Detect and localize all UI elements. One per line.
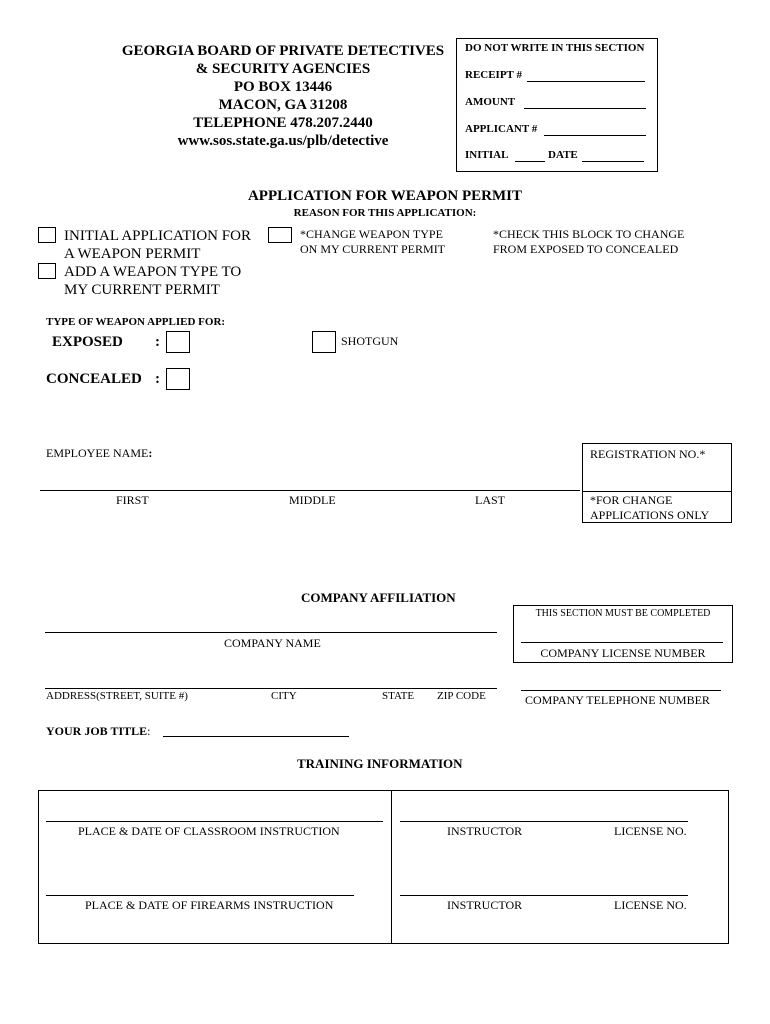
form-title: APPLICATION FOR WEAPON PERMIT [247,188,523,204]
company-license-box [513,605,733,663]
company-license-label: COMPANY LICENSE NUMBER [540,646,706,660]
change-note-line-2: FROM EXPOSED TO CONCEALED [493,242,679,256]
shotgun-checkbox[interactable] [312,331,336,353]
office-use-box [456,38,658,172]
job-title-colon: : [147,724,151,738]
date-field[interactable] [582,161,644,162]
company-telephone-field[interactable] [521,690,721,691]
applicant-field[interactable] [544,135,646,136]
training-box [38,790,729,944]
reason-heading: REASON FOR THIS APPLICATION: [293,207,477,219]
employee-name-field[interactable] [40,490,580,491]
employee-name-colon: : [148,446,153,460]
job-title-text: YOUR JOB TITLE [46,724,148,738]
agency-telephone: TELEPHONE 478.207.2440 [193,115,373,131]
firearms-label: PLACE & DATE OF FIREARMS INSTRUCTION [85,898,334,912]
initial-application-line-2: A WEAPON PERMIT [64,246,201,262]
add-weapon-type-label [64,263,241,299]
receipt-field[interactable] [527,81,645,82]
registration-divider [583,491,731,492]
concealed-label: CONCEALED [46,371,142,387]
initial-field[interactable] [515,161,545,162]
must-complete-note: THIS SECTION MUST BE COMPLETED [535,608,711,619]
initial-application-checkbox[interactable] [38,227,56,243]
firearms-field[interactable] [46,895,354,896]
concealed-colon: : [155,371,160,387]
registration-box[interactable] [582,443,732,523]
amount-label: AMOUNT [465,96,516,108]
company-name-field[interactable] [45,632,497,633]
add-weapon-type-line-2: MY CURRENT PERMIT [64,282,220,298]
company-name-label: COMPANY NAME [224,636,321,650]
company-heading: COMPANY AFFILIATION [301,590,456,605]
agency-name-2: & SECURITY AGENCIES [195,61,371,77]
registration-label: REGISTRATION NO.* [590,447,706,461]
initial-label: INITIAL [465,149,509,161]
add-weapon-type-line-1: ADD A WEAPON TYPE TO [64,264,242,280]
firearms-instructor-field[interactable] [400,895,688,896]
registration-note-line-2: APPLICATIONS ONLY [590,508,710,522]
classroom-label: PLACE & DATE OF CLASSROOM INSTRUCTION [78,824,340,838]
company-address-field[interactable] [45,688,497,689]
initial-application-line-1: INITIAL APPLICATION FOR [64,228,251,244]
change-note [493,227,684,257]
receipt-label: RECEIPT # [465,69,522,81]
change-weapon-type-label [300,227,445,257]
initial-application-label [64,227,251,263]
agency-header [110,42,456,150]
change-weapon-type-line-1: *CHANGE WEAPON TYPE [300,227,443,241]
applicant-label: APPLICANT # [465,123,538,135]
city-label: CITY [271,690,297,702]
exposed-colon: : [155,334,160,350]
first-name-label: FIRST [116,493,149,507]
job-title-label [46,724,150,739]
change-weapon-type-checkbox[interactable] [268,227,292,243]
exposed-label: EXPOSED [52,334,123,350]
agency-po-box: PO BOX 13446 [233,79,333,95]
classroom-instructor-label: INSTRUCTOR [447,824,523,838]
firearms-instructor-label: INSTRUCTOR [447,898,523,912]
weapon-type-heading: TYPE OF WEAPON APPLIED FOR: [46,316,226,328]
add-weapon-type-checkbox[interactable] [38,263,56,279]
change-note-line-1: *CHECK THIS BLOCK TO CHANGE [493,227,685,241]
amount-field[interactable] [524,108,646,109]
zip-label: ZIP CODE [437,690,486,702]
concealed-checkbox[interactable] [166,368,190,390]
registration-note [590,493,709,523]
agency-city: MACON, GA 31208 [218,97,348,113]
shotgun-label: SHOTGUN [341,334,399,348]
exposed-checkbox[interactable] [166,331,190,353]
employee-name-label [46,446,152,461]
last-name-label: LAST [475,493,505,507]
company-telephone-label: COMPANY TELEPHONE NUMBER [525,693,710,707]
firearms-license-label: LICENSE NO. [614,898,687,912]
office-use-title: DO NOT WRITE IN THIS SECTION [465,42,645,54]
agency-name: GEORGIA BOARD OF PRIVATE DETECTIVES [121,43,445,59]
state-label: STATE [382,690,415,702]
job-title-field[interactable] [163,736,349,737]
change-weapon-type-line-2: ON MY CURRENT PERMIT [300,242,446,256]
company-license-field[interactable] [521,642,723,643]
classroom-license-label: LICENSE NO. [614,824,687,838]
date-label: DATE [548,149,578,161]
agency-website: www.sos.state.ga.us/plb/detective [177,133,389,149]
employee-name-text: EMPLOYEE NAME [46,446,149,460]
classroom-field[interactable] [46,821,383,822]
registration-note-line-1: *FOR CHANGE [590,493,673,507]
address-label: ADDRESS(STREET, SUITE #) [46,690,188,702]
classroom-instructor-field[interactable] [400,821,688,822]
training-divider [391,791,392,943]
training-heading: TRAINING INFORMATION [297,756,463,771]
middle-name-label: MIDDLE [289,493,336,507]
